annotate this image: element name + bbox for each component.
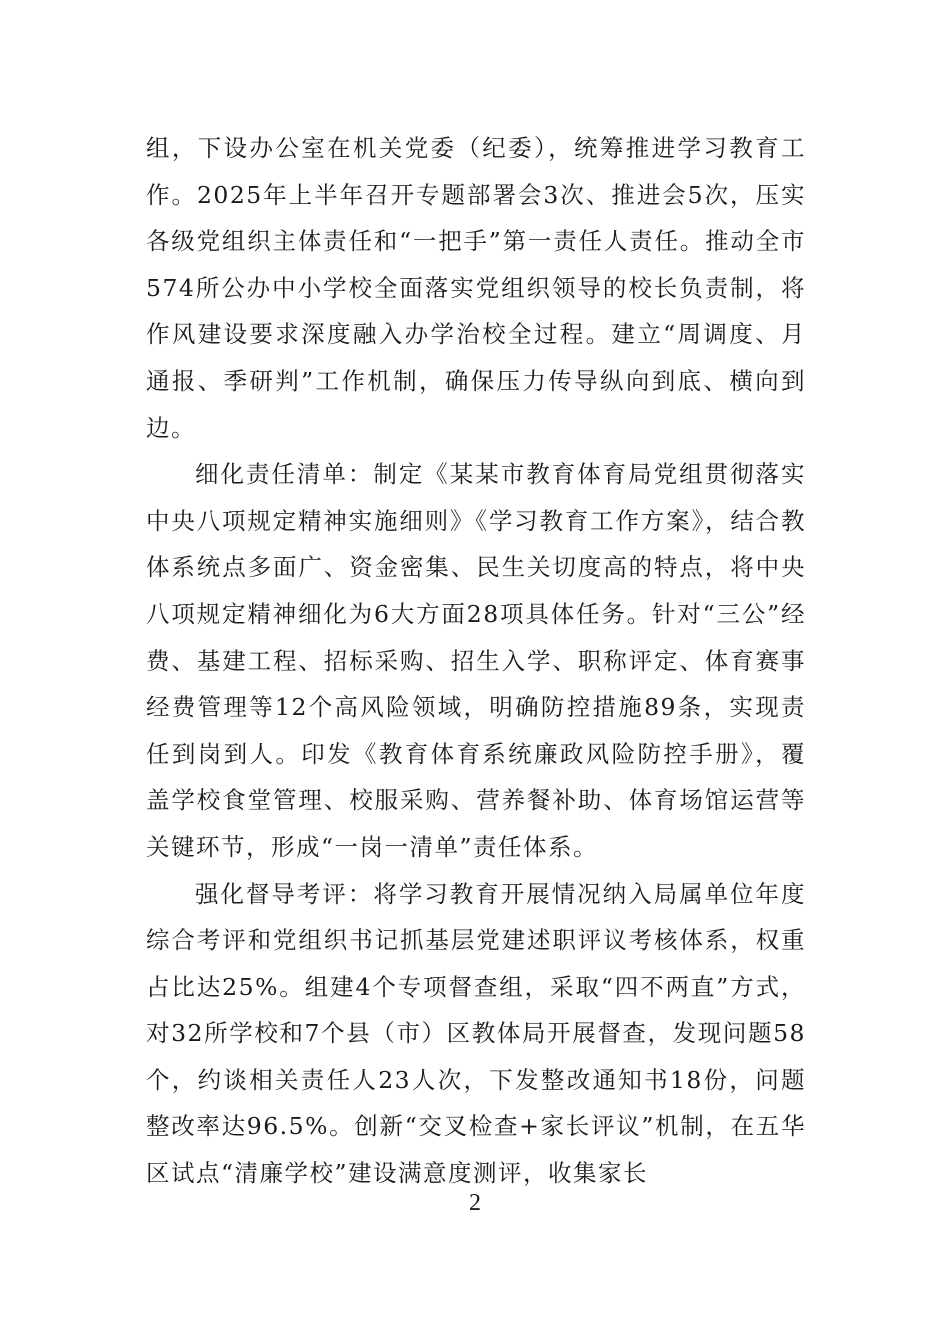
paragraph-continued: 组，下设办公室在机关党委（纪委），统筹推进学习教育工作。2025年上半年召开专题部署会3次、推进会5次，压实各级党组织主体责任和“一把手”第一责任人责任。推动全市574所公办中小学校全面落实党组织领导的校长负责制，将作风建设要求深度融入办学治校全过程。建立“周调度、月通报、季研判”工作机制，确保压力传导纵向到底、横向到边。: [146, 134, 806, 442]
paragraph-supervision-evaluation: 强化督导考评：将学习教育开展情况纳入局属单位年度综合考评和党组织书记抓基层党建述职评议考核体系，权重占比达25%。组建4个专项督查组，采取“四不两直”方式，对32所学校和7个县（市）区教体局开展督查，发现问题58个，约谈相关责任人23人次，下发整改通知书18份，问题整改率达96.5%。创新“交叉检查+家长评议”机制，在五华区试点“清廉学校”建设满意度测评，收集家长: [146, 879, 806, 1188]
page-number: 2: [469, 1190, 481, 1216]
paragraph-responsibility-list: 细化责任清单：制定《某某市教育体育局党组贯彻落实中央八项规定精神实施细则》《学习教育工作方案》，结合教体系统点多面广、资金密集、民生关切度高的特点，将中央八项规定精神细化为6大方面28项具体任务。针对“三公”经费、基建工程、招标采购、招生入学、职称评定、体育赛事经费管理等12个高风险领域，明确防控措施89条，实现责任到岗到人。印发《教育体育系统廉政风险防控手册》，覆盖学校食堂管理、校服采购、营养餐补助、体育场馆运营等关键环节，形成“一岗一清单”责任体系。: [146, 460, 806, 861]
body-text: [146, 125, 806, 1197]
